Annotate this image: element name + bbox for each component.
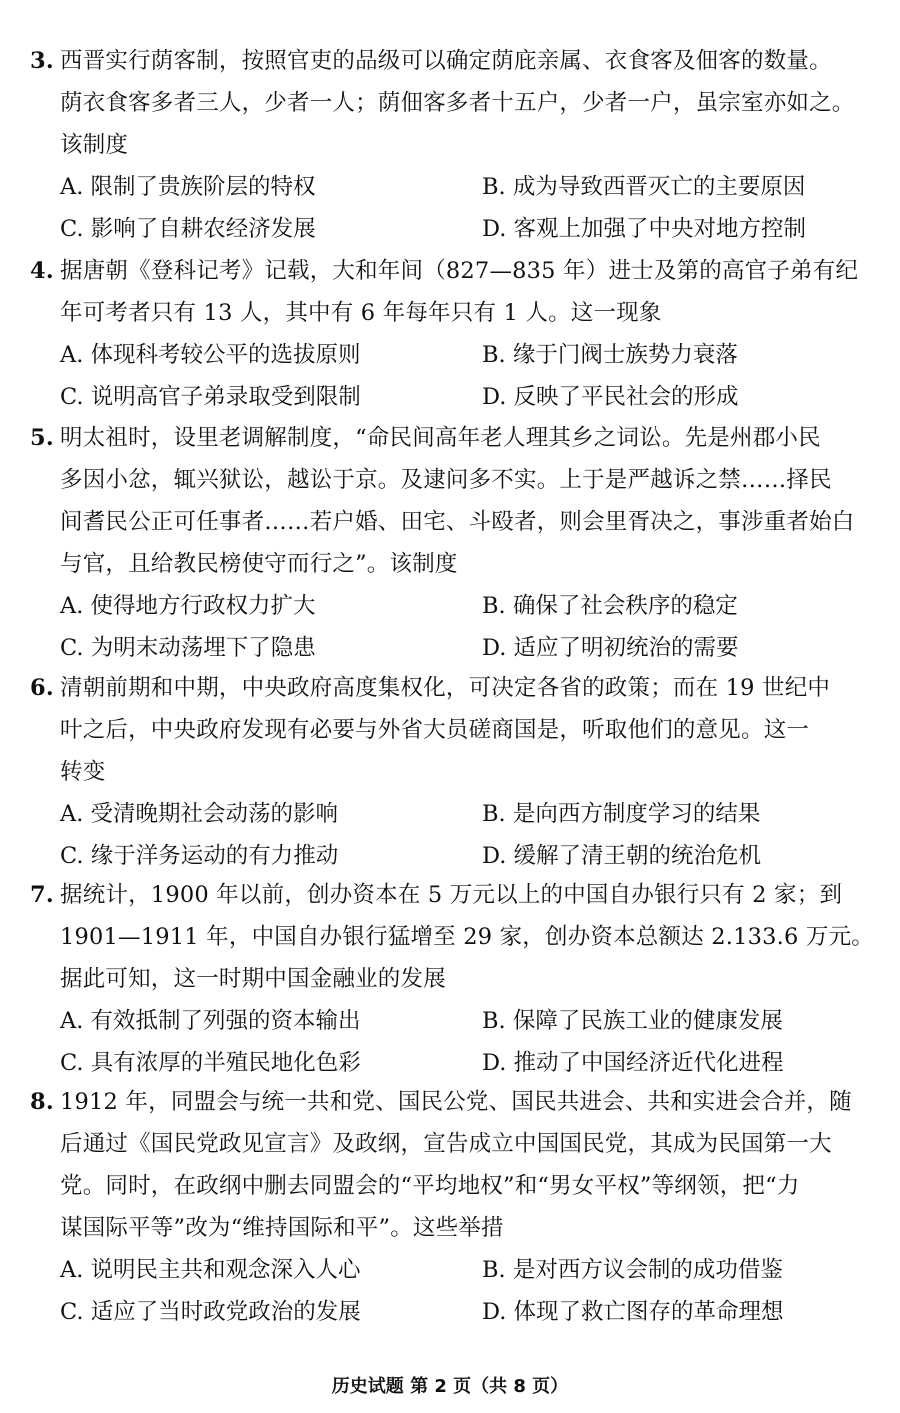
question-number: 7. [30, 882, 54, 908]
question-number: 3. [30, 48, 54, 74]
option-b[interactable]: B. 确保了社会秩序的稳定 [482, 593, 738, 619]
question-number: 6. [30, 675, 54, 701]
option-b[interactable]: B. 是向西方制度学习的结果 [482, 801, 761, 827]
option-d[interactable]: D. 反映了平民社会的形成 [482, 384, 739, 410]
question-text: 1912 年，同盟会与统一共和党、国民公党、国民共进会、共和实进会合并，随 [60, 1089, 852, 1115]
question-stem-line [30, 874, 880, 916]
question-number: 8. [30, 1089, 54, 1115]
option-d[interactable]: D. 缓解了清王朝的统治危机 [482, 843, 762, 869]
question-6 [30, 667, 880, 877]
question-stem-line: 1901—1911 年，中国自办银行猛增至 29 家，创办资本总额达 2.133.6 万元。 [60, 924, 874, 950]
question-number: 4. [30, 258, 54, 284]
option-a[interactable]: A. 限制了贵族阶层的特权 [60, 174, 316, 200]
question-number: 5. [30, 425, 54, 451]
option-a[interactable]: A. 受清晚期社会动荡的影响 [60, 801, 339, 827]
question-stem-line: 多因小忿，辄兴狱讼，越讼于京。及逮问多不实。上于是严越诉之禁……择民 [60, 467, 832, 493]
option-d[interactable]: D. 推动了中国经济近代化进程 [482, 1050, 784, 1076]
options-block [30, 166, 880, 250]
option-b[interactable]: B. 成为导致西晋灭亡的主要原因 [482, 174, 806, 200]
option-c[interactable]: C. 适应了当时政党政治的发展 [60, 1299, 361, 1325]
options-block [30, 1000, 880, 1084]
question-stem-line [30, 667, 880, 709]
question-stem-line: 转变 [60, 759, 106, 785]
option-c[interactable]: C. 为明末动荡埋下了隐患 [60, 635, 316, 661]
question-stem-line: 谋国际平等”改为“维持国际和平”。这些举措 [60, 1215, 504, 1241]
option-d[interactable]: D. 适应了明初统治的需要 [482, 635, 739, 661]
options-block [30, 1249, 880, 1333]
option-b[interactable]: B. 是对西方议会制的成功借鉴 [482, 1257, 783, 1283]
question-text: 据唐朝《登科记考》记载，大和年间（827—835 年）进士及第的高官子弟有纪 [60, 258, 859, 284]
question-stem-line [30, 250, 880, 292]
option-c[interactable]: C. 影响了自耕农经济发展 [60, 216, 316, 242]
option-a[interactable]: A. 有效抵制了列强的资本输出 [60, 1008, 361, 1034]
question-stem-line: 间耆民公正可任事者……若户婚、田宅、斗殴者，则会里胥决之，事涉重者始白 [60, 509, 855, 535]
question-stem-line: 据此可知，这一时期中国金融业的发展 [60, 966, 446, 992]
option-d[interactable]: D. 客观上加强了中央对地方控制 [482, 216, 807, 242]
option-b[interactable]: B. 缘于门阀士族势力衰落 [482, 342, 738, 368]
options-block [30, 585, 880, 669]
question-stem-line [30, 40, 880, 82]
question-stem-line [30, 417, 880, 459]
option-a[interactable]: A. 说明民主共和观念深入人心 [60, 1257, 361, 1283]
option-c[interactable]: C. 具有浓厚的半殖民地化色彩 [60, 1050, 361, 1076]
option-c[interactable]: C. 说明高官子弟录取受到限制 [60, 384, 361, 410]
option-a[interactable]: A. 体现科考较公平的选拔原则 [60, 342, 361, 368]
question-stem-line: 后通过《国民党政见宣言》及政纲，宣告成立中国国民党，其成为民国第一大 [60, 1131, 832, 1157]
option-d[interactable]: D. 体现了救亡图存的革命理想 [482, 1299, 784, 1325]
question-stem-line: 年可考者只有 13 人，其中有 6 年每年只有 1 人。这一现象 [60, 300, 662, 326]
question-text: 清朝前期和中期，中央政府高度集权化，可决定各省的政策；而在 19 世纪中 [60, 675, 831, 701]
question-stem-line: 该制度 [60, 132, 129, 158]
question-7 [30, 874, 880, 1084]
option-a[interactable]: A. 使得地方行政权力扩大 [60, 593, 316, 619]
page-footer: 历史试题 第 2 页（共 8 页） [331, 1376, 569, 1397]
options-block [30, 793, 880, 877]
question-3 [30, 40, 880, 250]
question-text: 西晋实行荫客制，按照官吏的品级可以确定荫庇亲属、衣食客及佃客的数量。 [60, 48, 832, 74]
question-text: 据统计，1900 年以前，创办资本在 5 万元以上的中国自办银行只有 2 家；到 [60, 882, 843, 908]
question-stem-line [30, 1081, 880, 1123]
question-8 [30, 1081, 880, 1333]
options-block [30, 334, 880, 418]
question-5 [30, 417, 880, 669]
option-b[interactable]: B. 保障了民族工业的健康发展 [482, 1008, 783, 1034]
question-stem-line: 荫衣食客多者三人，少者一人；荫佃客多者十五户，少者一户，虽宗室亦如之。 [60, 90, 855, 116]
option-c[interactable]: C. 缘于洋务运动的有力推动 [60, 843, 339, 869]
question-stem-line: 叶之后，中央政府发现有必要与外省大员磋商国是，听取他们的意见。这一 [60, 717, 810, 743]
question-stem-line: 党。同时，在政纲中删去同盟会的“平均地权”和“男女平权”等纲领，把“力 [60, 1173, 800, 1199]
question-4 [30, 250, 880, 418]
question-stem-line: 与官，且给教民榜使守而行之”。该制度 [60, 551, 458, 577]
question-text: 明太祖时，设里老调解制度，“命民间高年老人理其乡之词讼。先是州郡小民 [60, 425, 821, 451]
